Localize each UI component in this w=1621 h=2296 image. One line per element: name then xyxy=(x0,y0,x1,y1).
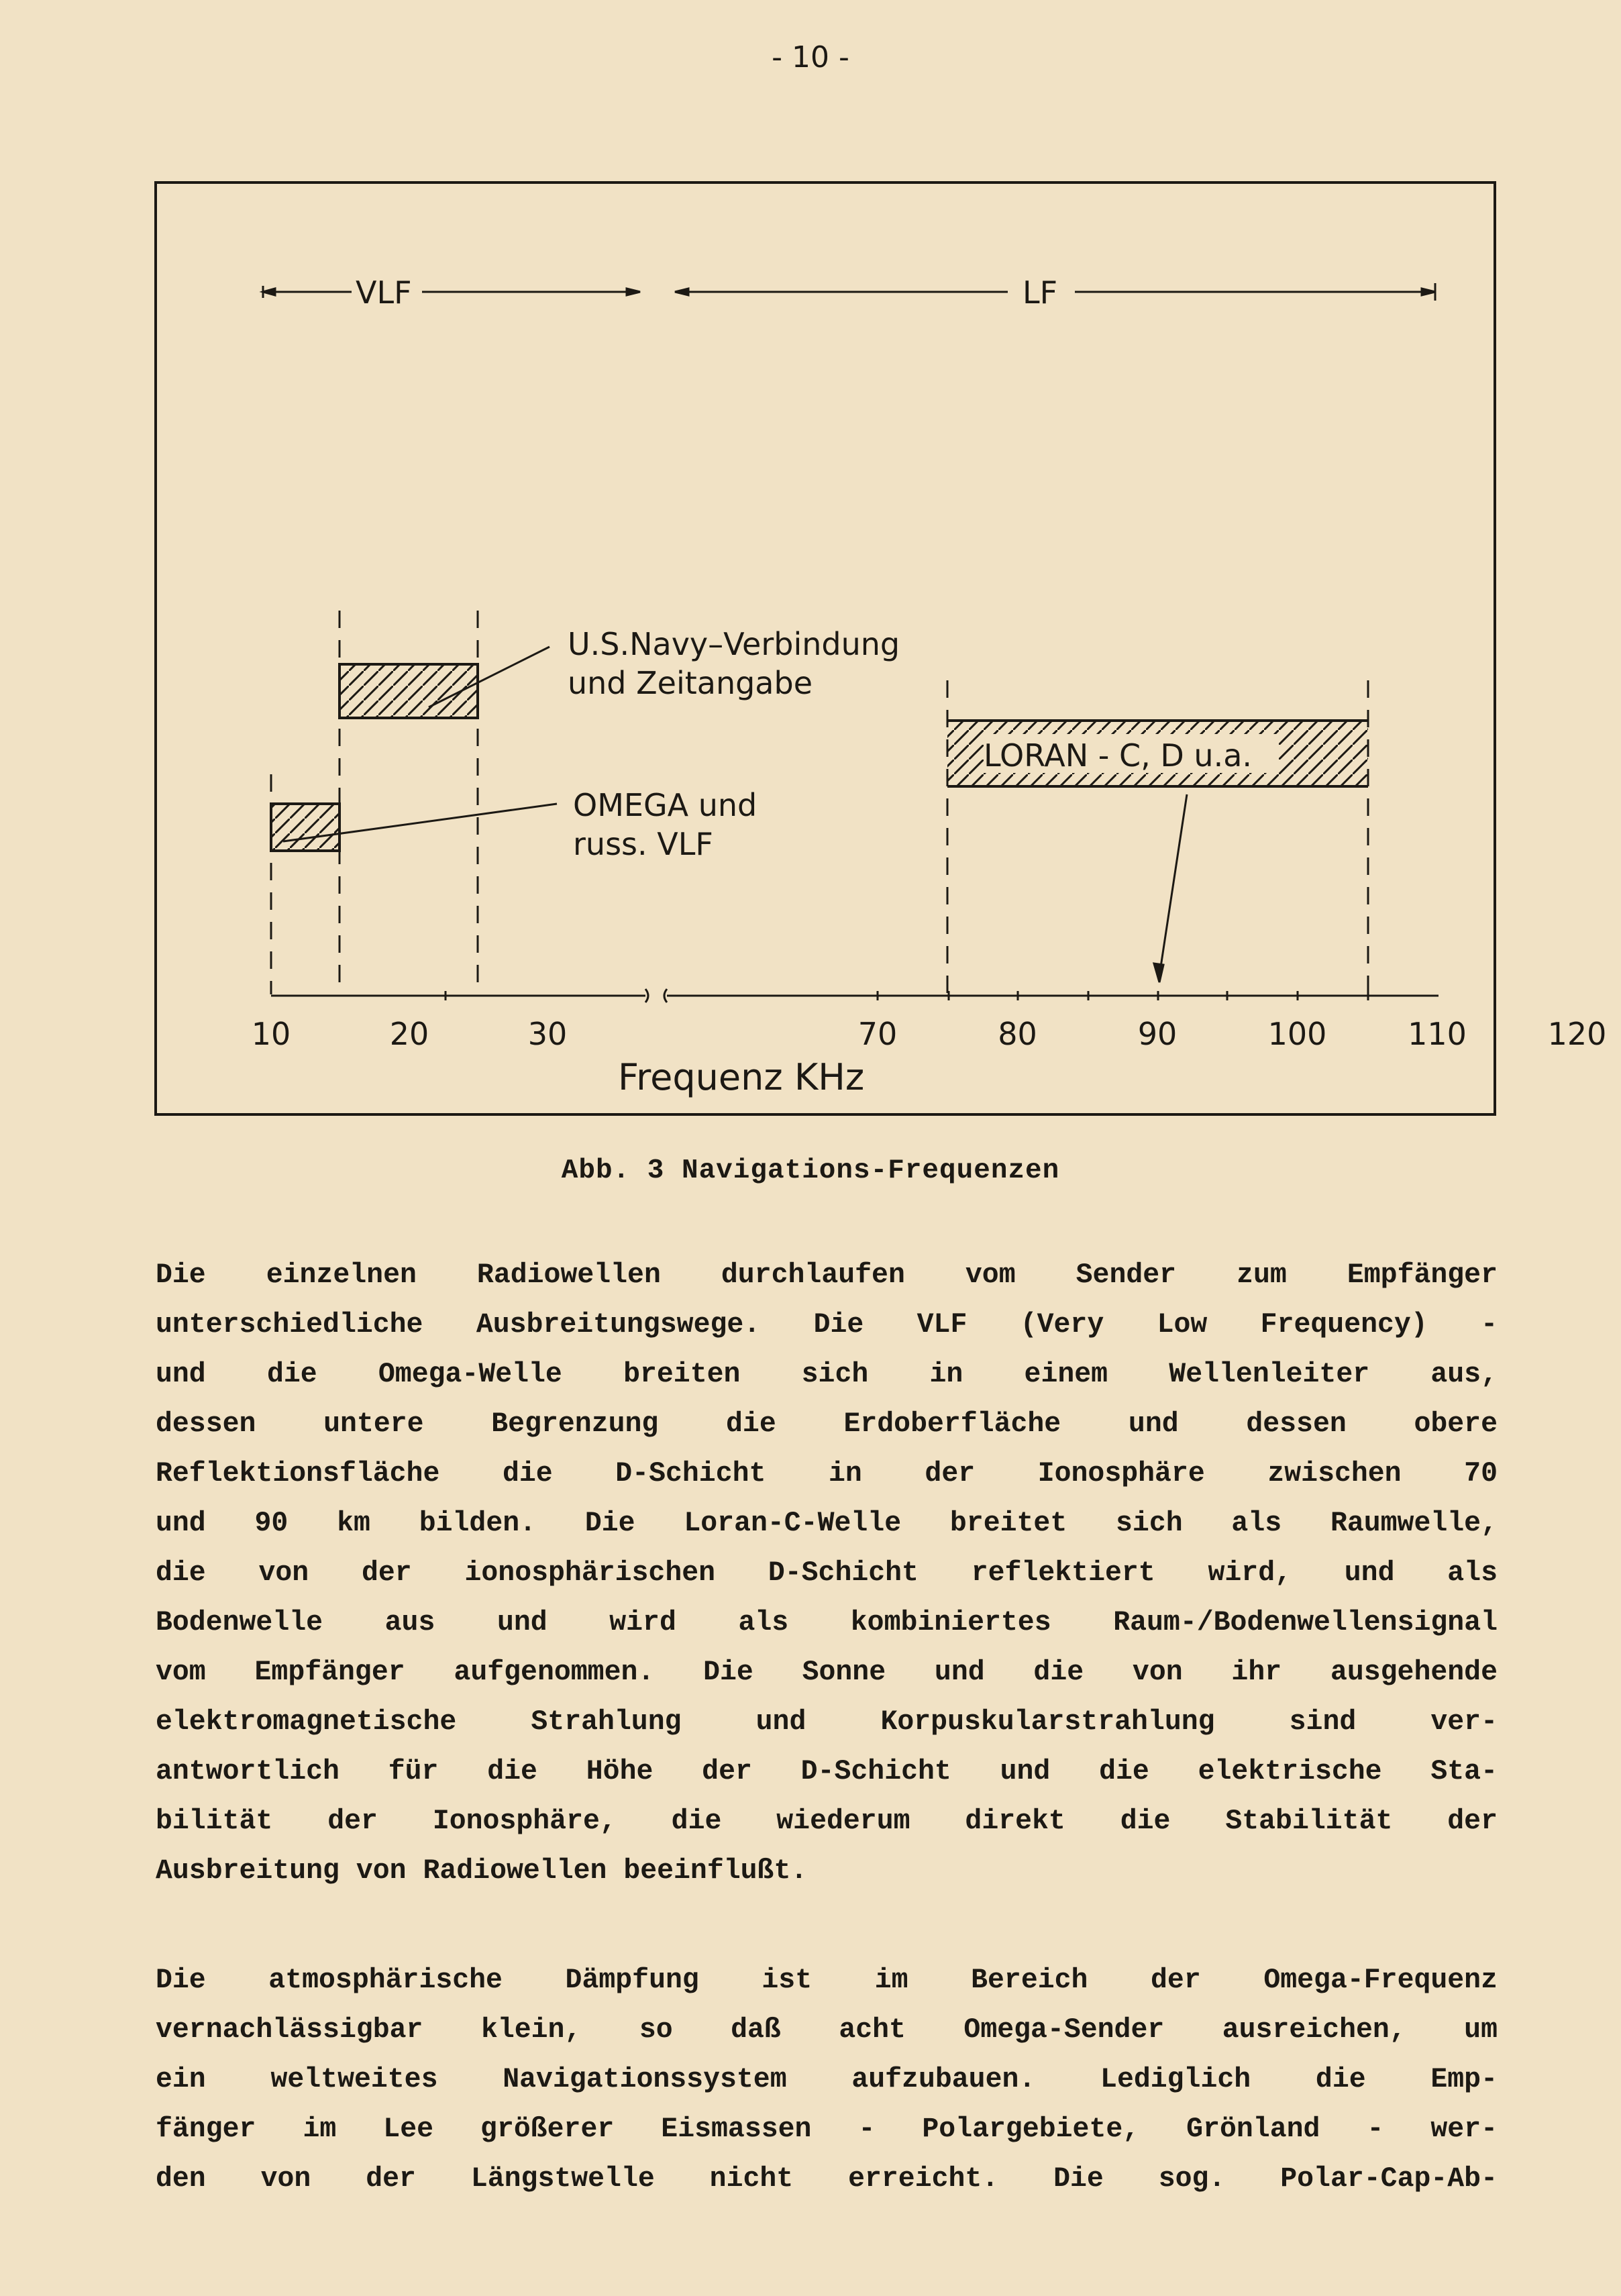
figure-caption: Abb. 3 Navigations-Frequenzen xyxy=(561,1155,1060,1186)
text-line: Bodenwelle aus und wird als kombiniertes Raum-/Bodenwellensignal xyxy=(156,1607,1498,1638)
tick-label: 80 xyxy=(998,1016,1037,1052)
tick-label: 90 xyxy=(1137,1016,1178,1052)
band-label-vlf: VLF xyxy=(356,274,412,311)
axis-title: Frequenz KHz xyxy=(618,1056,865,1098)
paragraph-1 xyxy=(156,1251,1498,1896)
text-line: und die Omega-Welle breiten sich in einem Wellenleiter aus, xyxy=(156,1359,1498,1390)
bar-omega xyxy=(271,804,339,851)
bar-us-navy xyxy=(339,664,478,718)
paragraph-2 xyxy=(156,1956,1498,2204)
text-line: ein weltweites Navigationssystem aufzubauen. Lediglich die Emp- xyxy=(156,2064,1498,2095)
text-line: unterschiedliche Ausbreitungswege. Die VLF (Very Low Frequency) - xyxy=(156,1309,1498,1341)
text-line: Ausbreitung von Radiowellen beeinflußt. xyxy=(156,1855,808,1887)
text-line: Die atmosphärische Dämpfung ist im Bereich der Omega-Frequenz xyxy=(156,1965,1498,1996)
text-line: bilität der Ionosphäre, die wiederum direkt die Stabilität der xyxy=(156,1806,1498,1837)
text-line: antwortlich für die Höhe der D-Schicht und die elektrische Sta- xyxy=(156,1756,1498,1787)
figure-frame xyxy=(154,181,1607,1116)
text-line: Reflektionsfläche die D-Schicht in der Ionosphäre zwischen 70 xyxy=(156,1458,1498,1490)
text-line: den von der Längstwelle nicht erreicht. Die sog. Polar-Cap-Ab- xyxy=(156,2163,1498,2195)
text-line: Die einzelnen Radiowellen durchlaufen vom Sender zum Empfänger xyxy=(156,1259,1498,1291)
label-navy-line2: und Zeitangabe xyxy=(568,665,813,701)
label-omega-line2: russ. VLF xyxy=(573,826,713,862)
tick-label: 100 xyxy=(1267,1016,1327,1052)
page-number: - 10 - xyxy=(772,40,849,74)
band-indicators xyxy=(263,283,1435,301)
text-line: vernachlässigbar klein, so daß acht Omega-Sender ausreichen, um xyxy=(156,2014,1498,2046)
x-axis-ticks xyxy=(252,1016,1607,1052)
text-line: und 90 km bilden. Die Loran-C-Welle breitet sich als Raumwelle, xyxy=(156,1508,1498,1539)
label-navy-line1: U.S.Navy–Verbindung xyxy=(568,626,900,662)
text-line: dessen untere Begrenzung die Erdoberfläche und dessen obere xyxy=(156,1408,1498,1440)
tick-label: 120 xyxy=(1547,1016,1607,1052)
label-loran: LORAN - C, D u.a. xyxy=(984,737,1253,774)
text-line: fänger im Lee größerer Eismassen - Polargebiete, Grönland - wer- xyxy=(156,2114,1498,2145)
tick-label: 30 xyxy=(527,1016,568,1052)
text-line: elektromagnetische Strahlung und Korpuskularstrahlung sind ver- xyxy=(156,1706,1498,1738)
x-axis xyxy=(271,989,1439,1002)
text-line: vom Empfänger aufgenommen. Die Sonne und die von ihr ausgehende xyxy=(156,1657,1498,1688)
tick-label: 110 xyxy=(1408,1016,1467,1052)
tick-label: 70 xyxy=(857,1016,898,1052)
tick-label: 20 xyxy=(389,1016,429,1052)
frequency-chart xyxy=(157,184,1607,1113)
band-label-lf: LF xyxy=(1023,274,1058,311)
label-omega-line1: OMEGA und xyxy=(573,787,757,823)
tick-label: 10 xyxy=(251,1016,291,1052)
text-line: die von der ionosphärischen D-Schicht reflektiert wird, und als xyxy=(156,1557,1498,1589)
